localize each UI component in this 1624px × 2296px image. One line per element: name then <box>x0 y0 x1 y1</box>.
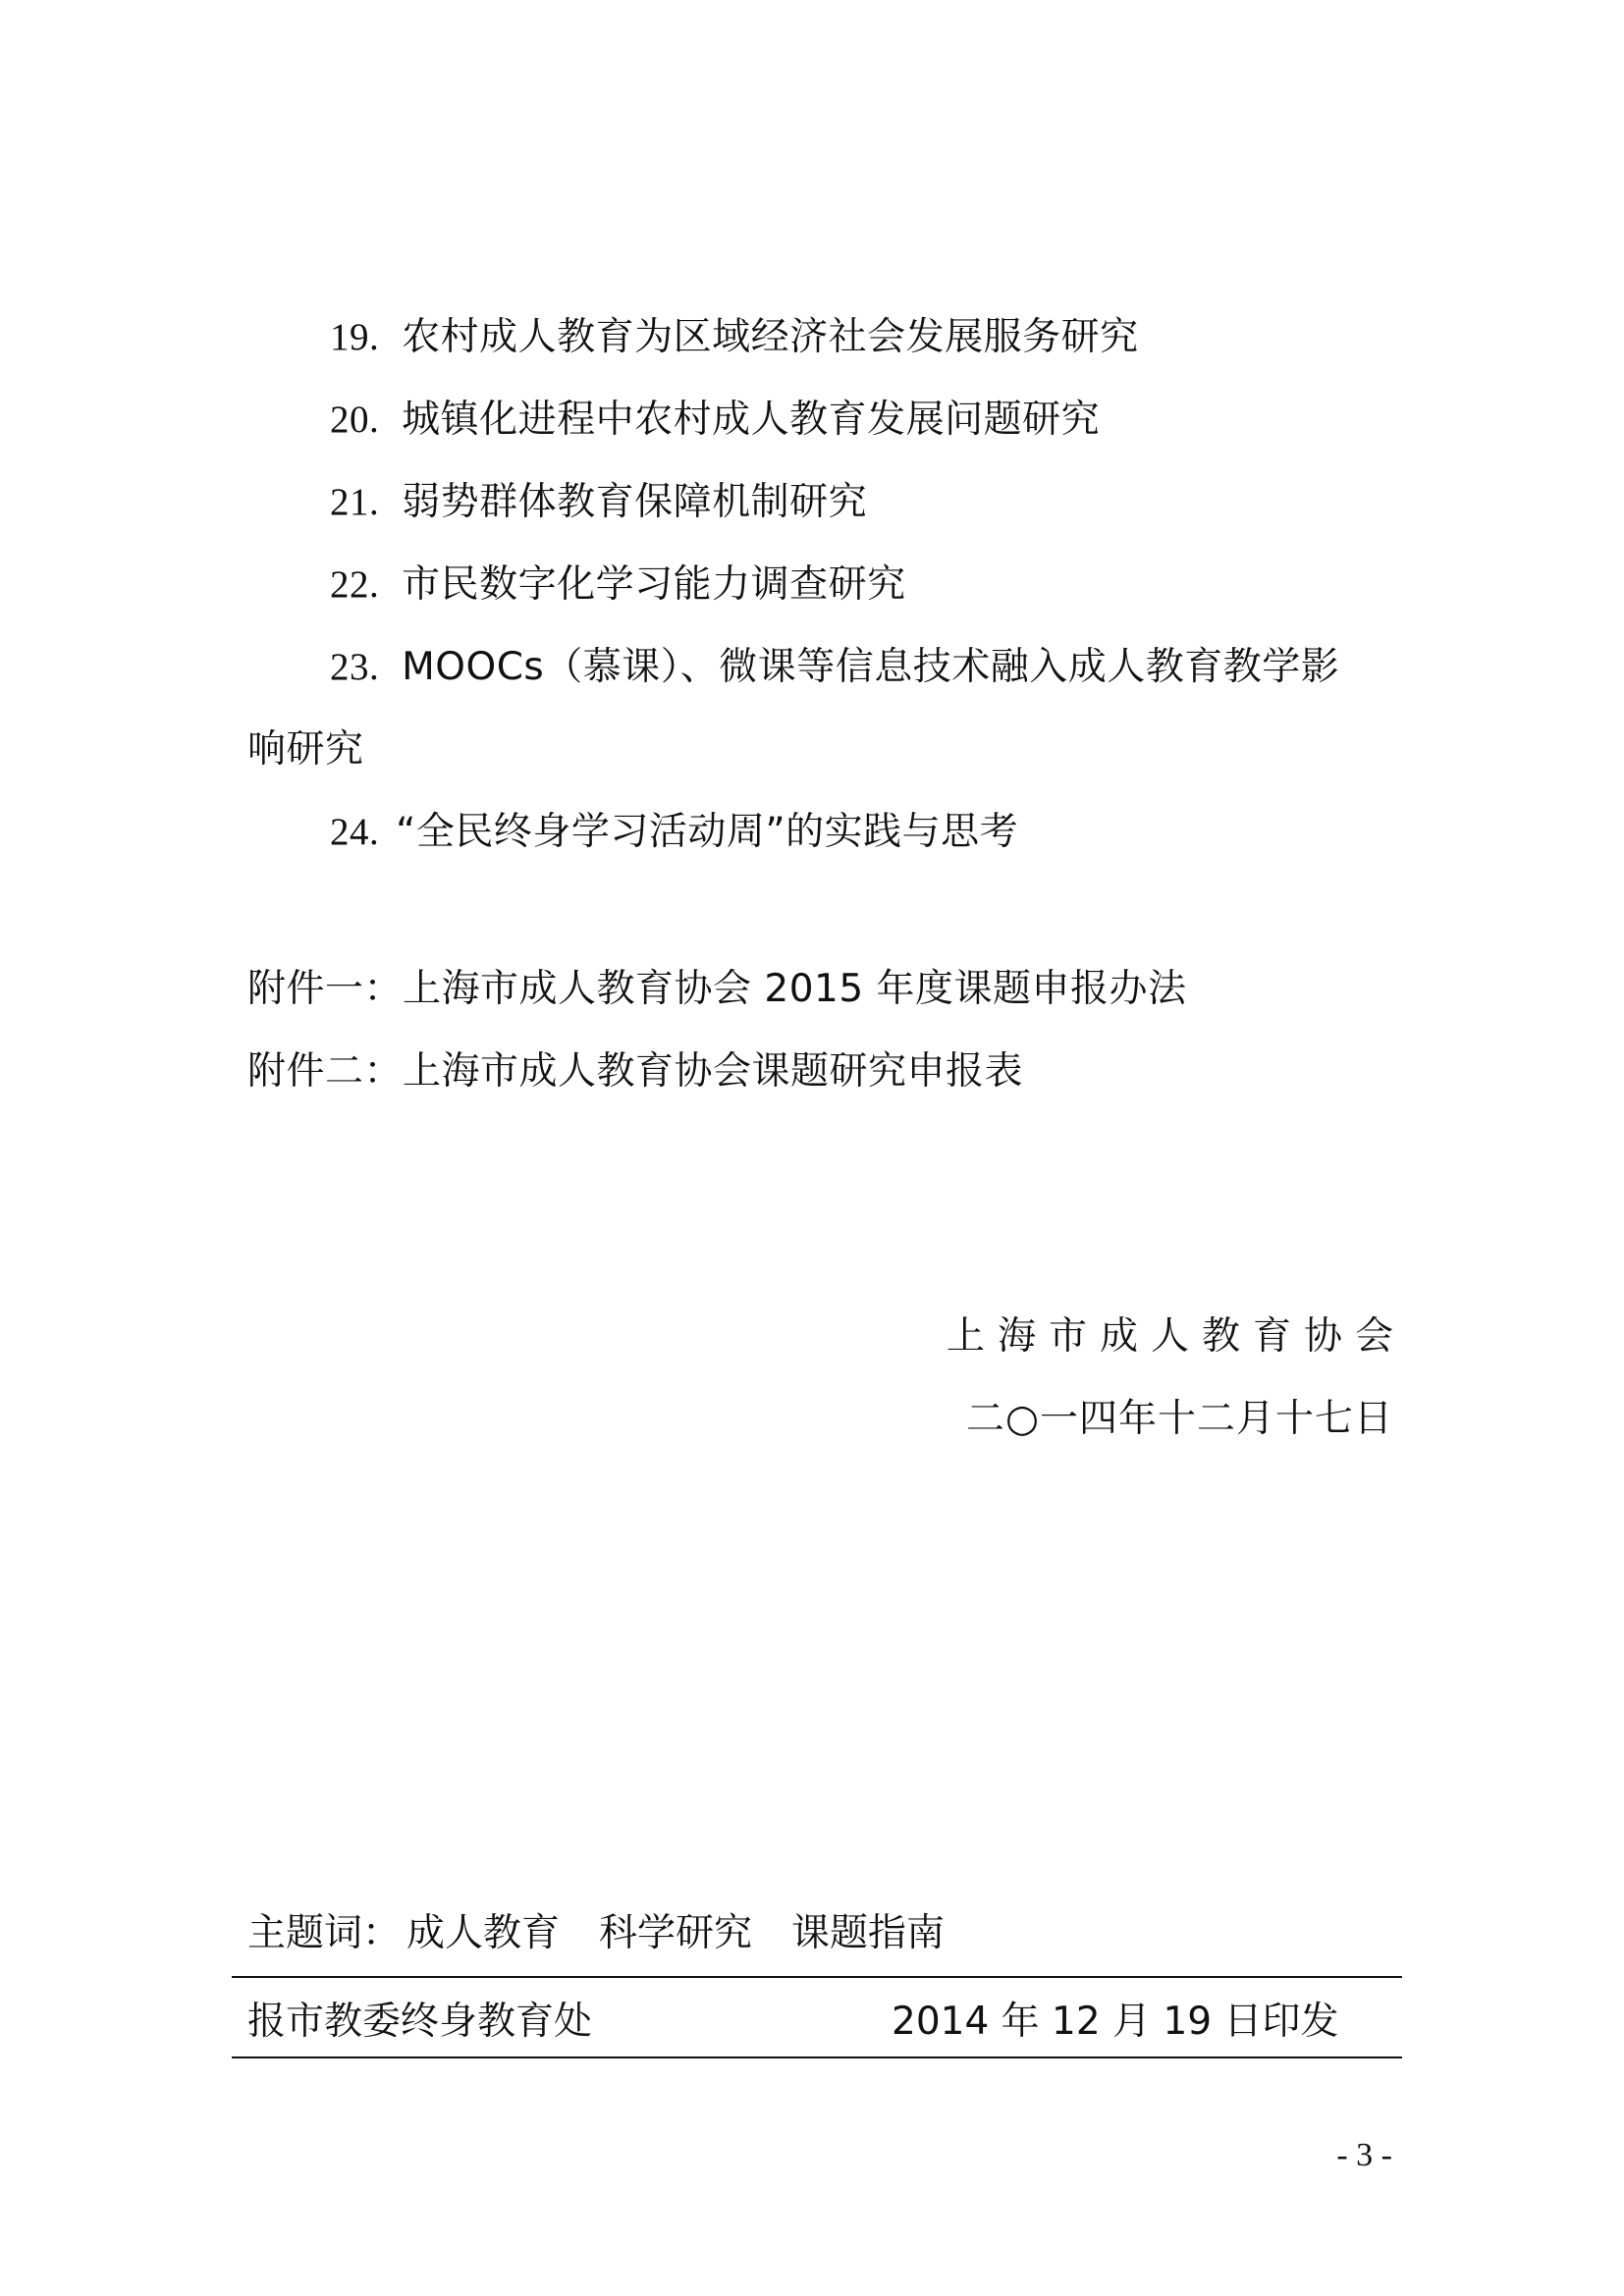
keyword: 课题指南 <box>791 1911 946 1955</box>
topic-item-23-continuation: 响研究 <box>247 727 364 772</box>
topic-number: 24. <box>330 811 380 853</box>
issue-date-line: 2014 年 12 月 19 日印发 <box>892 2000 1339 2044</box>
topic-number: 23. <box>330 646 380 688</box>
subject-keywords <box>247 1908 984 1959</box>
keyword: 科学研究 <box>599 1911 753 1955</box>
keyword: 成人教育 <box>406 1911 561 1955</box>
topic-text: “全民终身学习活动周”的实践与思考 <box>396 810 1019 854</box>
topic-number: 22. <box>330 563 380 606</box>
keywords-label: 主题词： <box>247 1911 402 1955</box>
topic-text: 城镇化进程中农村成人教育发展问题研究 <box>402 398 1101 442</box>
topic-item-22 <box>330 560 906 611</box>
attachment-2: 附件二：上海市成人教育协会课题研究申报表 <box>247 1049 1024 1094</box>
topic-text: 农村成人教育为区域经济社会发展服务研究 <box>402 315 1139 359</box>
topic-item-24 <box>330 807 1018 858</box>
topic-number: 20. <box>330 399 380 441</box>
footer-divider-bottom <box>232 2056 1402 2058</box>
signature-organization: 上海市成人教育协会 <box>946 1314 1406 1359</box>
page-number: - 3 - <box>1336 2137 1392 2173</box>
signature-date: 二○一四年十二月十七日 <box>965 1397 1393 1441</box>
topic-item-21 <box>330 477 867 528</box>
topic-item-20 <box>330 395 1100 446</box>
topic-number: 19. <box>330 316 380 358</box>
attachment-1: 附件一：上海市成人教育协会 2015 年度课题申报办法 <box>247 967 1187 1011</box>
distribution-line: 报市教委终身教育处 <box>247 2000 593 2044</box>
topic-item-19 <box>330 312 1139 363</box>
topic-text: MOOCs（慕课）、微课等信息技术融入成人教育教学影 <box>402 645 1340 689</box>
footer-divider-top <box>232 1976 1402 1978</box>
topic-text: 弱势群体教育保障机制研究 <box>402 480 868 524</box>
topic-text: 市民数字化学习能力调查研究 <box>402 562 906 607</box>
topic-number: 21. <box>330 481 380 523</box>
topic-item-23 <box>330 642 1339 693</box>
